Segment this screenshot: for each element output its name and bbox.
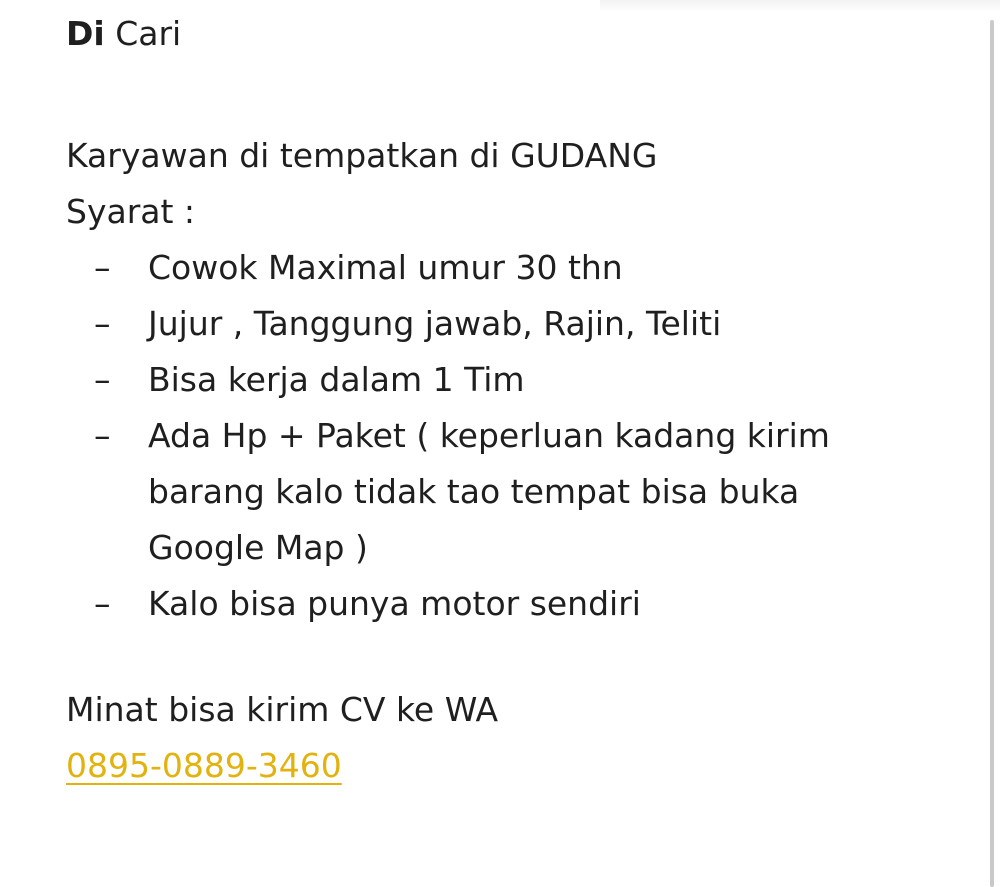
dash-bullet: – [94, 248, 111, 287]
dash-bullet: – [94, 360, 111, 399]
requirements-list [66, 240, 946, 632]
requirement-item [66, 352, 946, 408]
requirement-text: Kalo bisa punya motor sendiri [148, 584, 641, 623]
phone-number-link[interactable]: 0895-0889-3460 [66, 746, 342, 785]
heading-bold: Di [66, 14, 105, 53]
requirement-text: Cowok Maximal umur 30 thn [148, 248, 623, 287]
contact-label: Minat bisa kirim CV ke WA [66, 690, 499, 729]
requirement-item [66, 240, 946, 296]
intro-text: Karyawan di tempatkan di GUDANG [66, 136, 658, 175]
syarat-label: Syarat : [66, 192, 196, 231]
dash-bullet: – [94, 416, 111, 455]
scrollbar[interactable] [990, 20, 994, 887]
note-body [66, 8, 946, 794]
dash-bullet: – [94, 584, 111, 623]
requirement-text: Ada Hp + Paket ( keperluan kadang kirim barang kalo tidak tao tempat bisa buka Google Map ) [148, 416, 830, 567]
requirement-item [66, 576, 946, 632]
dash-bullet: – [94, 304, 111, 343]
note-heading [66, 8, 946, 60]
requirement-text: Bisa kerja dalam 1 Tim [148, 360, 525, 399]
heading-rest: Cari [115, 14, 182, 53]
requirement-item [66, 296, 946, 352]
requirement-item [66, 408, 946, 576]
requirement-text: Jujur , Tanggung jawab, Rajin, Teliti [148, 304, 722, 343]
